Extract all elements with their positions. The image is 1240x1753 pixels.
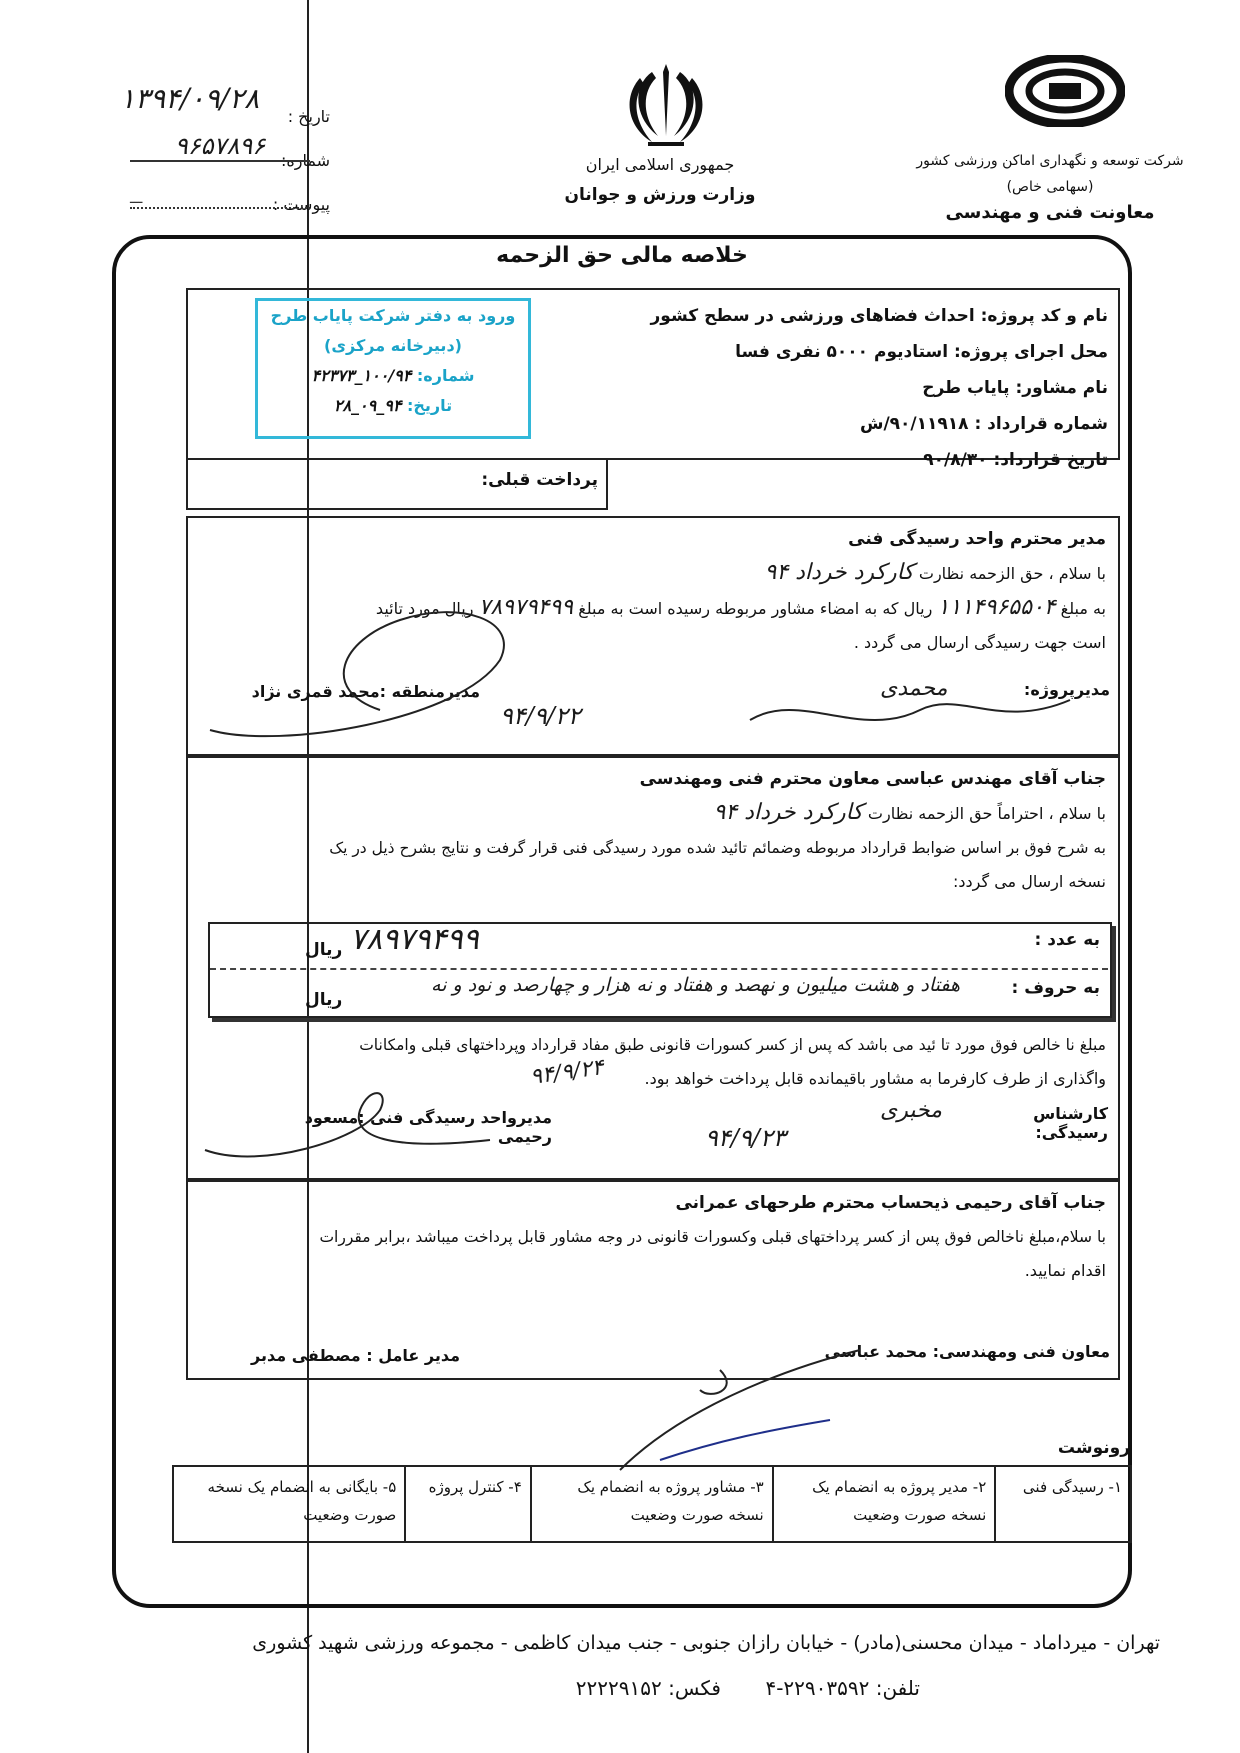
stamp-date-row bbox=[258, 391, 528, 421]
deputy-signature-icon bbox=[600, 1330, 880, 1480]
amount-divider bbox=[210, 968, 1108, 971]
contract-date-row bbox=[560, 442, 1108, 478]
project-location-value: استادیوم ۵۰۰۰ نفری فسا bbox=[735, 342, 949, 362]
rial-label-2: ریال bbox=[305, 990, 343, 1010]
phone-label: تلفن: bbox=[875, 1676, 920, 1700]
project-info bbox=[560, 298, 1108, 478]
ministry-line1: جمهوری اسلامی ایران bbox=[585, 155, 735, 174]
section2-line3: نسخه ارسال می گردد: bbox=[953, 872, 1106, 891]
section2-date-hand: ۹۴/۹/۲۳ bbox=[705, 1124, 786, 1152]
reviewer-label: کارشناس رسیدگی: bbox=[1033, 1104, 1108, 1142]
section2-note1: مبلغ نا خالص فوق مورد تا ئید می باشد که پس از کسر کسورات قانونی طبق مفاد قرارداد وپرداختهای قبلی وامکانات bbox=[359, 1036, 1106, 1054]
iran-emblem-icon bbox=[622, 58, 710, 148]
words-value-hand: هفتاد و هشت میلیون و نهصد و هفتاد و نه هزار و چهارصد و نود و نه bbox=[431, 974, 960, 996]
cc-table bbox=[172, 1465, 1132, 1543]
company-block bbox=[900, 148, 1200, 226]
cc-item-2: ۲- مدیر پروژه به انضمام یک نسخه صورت وضعیت bbox=[773, 1466, 996, 1542]
section3-line2: اقدام نمایید. bbox=[1024, 1261, 1106, 1280]
contract-date-label: تاریخ قرارداد: bbox=[993, 450, 1108, 470]
cc-item-1: ۱- رسیدگی فنی bbox=[995, 1466, 1131, 1542]
stamp-line1: ورود به دفتر شرکت پایاب طرح bbox=[270, 306, 516, 325]
contract-no-label: شماره قرارداد : bbox=[974, 414, 1108, 434]
cc-item-3: ۳- مشاور پروژه به انضمام یک نسخه صورت وضعیت bbox=[531, 1466, 773, 1542]
region-manager: مدیرمنطقه :محمد قمری نژاد bbox=[251, 682, 480, 701]
ministry-line2: وزارت ورزش و جوانان bbox=[564, 185, 756, 205]
unit-manager: مدیرواحد رسیدگی فنی :مسعود رحیمی bbox=[304, 1108, 552, 1146]
footer-address: تهران - میرداماد - میدان محسنی(مادر) - خیابان رازان جنوبی - جنب میدان کاظمی - مجموعه ورزشی شهید کشوری bbox=[252, 1632, 1160, 1654]
section3-line1: با سلام،مبلغ ناخالص فوق پس از کسر پرداختهای قبلی وکسورات قانونی در وجه مشاور قابل پرداخت میباشد ،برابر مقررات bbox=[319, 1228, 1106, 1246]
project-name-row bbox=[560, 298, 1108, 334]
words-label: به حروف : bbox=[1011, 978, 1100, 998]
stamp-number-value: ۱۰۰/۹۴_۴۲۳۷۳ bbox=[311, 366, 412, 385]
stamp-date-label: تاریخ: bbox=[406, 396, 453, 415]
project-location-label: محل اجرای پروژه: bbox=[954, 342, 1108, 362]
attachment-dots bbox=[130, 188, 310, 209]
section2-greeting: با سلام ، احتراماً حق الزحمه نظارت bbox=[867, 804, 1106, 823]
section1-amount-prefix: به مبلغ bbox=[1060, 599, 1106, 618]
section1-line1 bbox=[196, 556, 1106, 591]
consultant-row bbox=[560, 370, 1108, 406]
pm-signature-scribble-icon bbox=[740, 680, 1080, 750]
section3-heading: جناب آقای رحیمی ذیحساب محترم طرحهای عمرانی bbox=[675, 1193, 1106, 1213]
prev-payment-label: پرداخت قبلی: bbox=[481, 470, 598, 490]
stamp-line2: (دبیرخانه مرکزی) bbox=[324, 336, 462, 355]
unit-manager-signature-icon bbox=[200, 1080, 500, 1170]
section1-amount-mid: ریال که به امضاء مشاور مربوطه رسیده است به مبلغ bbox=[578, 599, 933, 618]
project-location-row bbox=[560, 334, 1108, 370]
attachment-label: پیوست : bbox=[272, 195, 330, 214]
company-logo-icon bbox=[1005, 55, 1125, 127]
date-handwritten: ۱۳۹۴/۰۹/۲۸ bbox=[120, 82, 260, 115]
section1-greeting: با سلام ، حق الزحمه نظارت bbox=[918, 564, 1106, 583]
section3 bbox=[196, 1186, 1106, 1288]
section2-line2: به شرح فوق بر اساس ضوابط قرارداد مربوطه وضمائم تائید شده مورد رسیدگی فنی قرار گرفت و نتایج بشرح ذیل در یک bbox=[329, 839, 1106, 857]
section2-line1 bbox=[196, 796, 1106, 831]
section1-amount2-hand: ۷۸۹۷۹۴۹۹ bbox=[478, 595, 574, 620]
company-name: شرکت توسعه و نگهداری اماکن ورزشی کشور bbox=[916, 153, 1184, 169]
digits-label: به عدد : bbox=[1034, 930, 1100, 950]
consultant-label: نام مشاور: bbox=[1015, 378, 1108, 398]
signature-scribble-icon bbox=[200, 600, 520, 750]
section1-amount-suffix: ریال مورد تائید bbox=[375, 599, 474, 618]
cc-item-5: ۵- بایگانی به انضمام یک نسخه صورت وضعیت bbox=[173, 1466, 405, 1542]
stamp-number-row bbox=[258, 361, 528, 391]
stamp-number-label: شماره: bbox=[416, 366, 475, 385]
fax-value: ۲۲۲۲۹۱۵۲ bbox=[575, 1676, 662, 1700]
number-label: شماره: bbox=[280, 151, 330, 170]
project-name-value: احداث فضاهای ورزشی در سطح کشور bbox=[650, 306, 975, 326]
company-dept: معاونت فنی و مهندسی bbox=[945, 202, 1155, 223]
digits-value-hand: ۷۸۹۷۹۴۹۹ bbox=[350, 922, 479, 957]
date-label: تاریخ : bbox=[287, 107, 330, 126]
company-type: (سهامی خاص) bbox=[1006, 179, 1094, 195]
ceo-signatory: مدیر عامل : مصطفی مدبر bbox=[251, 1346, 460, 1365]
section2-note2: واگذاری از طرف کارفرما به مشاور باقیمانده قابل پرداخت خواهد بود. bbox=[644, 1069, 1106, 1088]
contract-no-row bbox=[560, 406, 1108, 442]
footer-contact bbox=[420, 1676, 920, 1700]
pm-label: مدیرپروژه: bbox=[1023, 680, 1110, 699]
section2-period-hand: کارکرد خرداد ۹۴ bbox=[713, 800, 863, 825]
cc-item-4: ۴- کنترل پروژه bbox=[405, 1466, 531, 1542]
receipt-stamp bbox=[255, 298, 531, 439]
pm-signature: محمدی bbox=[880, 676, 948, 701]
project-name-label: نام و کد پروژه: bbox=[980, 306, 1108, 326]
contract-date-value: ۹۰/۸/۳۰ bbox=[923, 450, 988, 470]
section1-amount1-hand: ۱۱۱۴۹۶۵۵۰۴ bbox=[937, 595, 1056, 620]
section2-heading: جناب آقای مهندس عباسی معاون محترم فنی ومهندسی bbox=[639, 769, 1106, 789]
reviewer-signature: مخبری bbox=[880, 1098, 942, 1123]
section1-period-hand: کارکرد خرداد ۹۴ bbox=[764, 560, 914, 585]
page-title: خلاصه مالی حق الزحمه bbox=[496, 243, 748, 268]
number-handwritten: ۹۶۵۷۸۹۶ bbox=[130, 132, 310, 162]
stamp-date-value: ۹۴_۰۹_۲۸ bbox=[333, 396, 402, 415]
attachment-value: ـــ bbox=[130, 191, 143, 207]
ministry-block bbox=[540, 150, 780, 210]
section1-heading: مدیر محترم واحد رسیدگی فنی bbox=[848, 529, 1106, 549]
cc-row bbox=[173, 1466, 1131, 1542]
section1-date-hand: ۹۴/۹/۲۲ bbox=[500, 702, 581, 730]
fax-label: فکس: bbox=[668, 1676, 721, 1700]
cc-label: رونوشت bbox=[1057, 1438, 1130, 1458]
section2 bbox=[196, 762, 1106, 899]
section2-date2-hand: ۹۴/۹/۲۴ bbox=[528, 1054, 606, 1091]
contract-no-value: ۹۰/۱۱۹۱۸/ش bbox=[860, 414, 969, 434]
section1-line3: است جهت رسیدگی ارسال می گردد . bbox=[853, 633, 1106, 652]
consultant-value: پایاب طرح bbox=[922, 378, 1010, 398]
deputy-signatory: معاون فنی ومهندسی: محمد عباسی bbox=[824, 1342, 1110, 1361]
rial-label-1: ریال bbox=[305, 940, 343, 960]
phone-value: ۲۲۹۰۳۵۹۲-۴ bbox=[765, 1676, 870, 1700]
